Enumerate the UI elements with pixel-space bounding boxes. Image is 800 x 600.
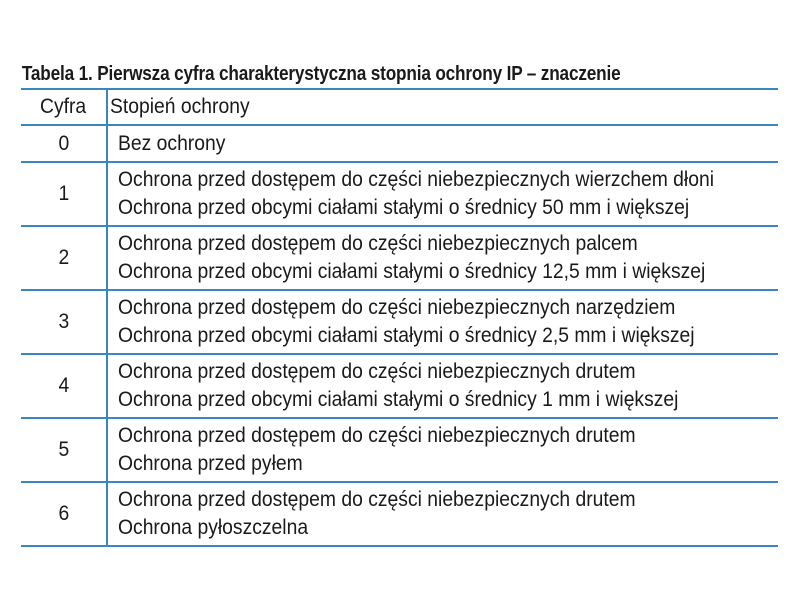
header-digit: Cyfra <box>21 90 107 125</box>
header-protection: Stopień ochrony <box>107 90 778 125</box>
protection-cell <box>107 125 778 162</box>
table-row <box>21 354 778 418</box>
protection-table <box>21 90 778 547</box>
protection-cell <box>107 354 778 418</box>
protection-line: Ochrona przed dostępem do części niebezpiecznych wierzchem dłoni <box>118 168 715 191</box>
table-row <box>21 418 778 482</box>
protection-cell <box>107 482 778 546</box>
protection-cell <box>107 290 778 354</box>
protection-line: Ochrona przed obcymi ciałami stałymi o średnicy 50 mm i większej <box>118 196 690 219</box>
protection-line: Ochrona przed dostępem do części niebezpiecznych narzędziem <box>118 296 676 319</box>
protection-line: Ochrona przed pyłem <box>118 452 303 475</box>
digit-cell: 3 <box>21 290 107 354</box>
protection-cell <box>107 418 778 482</box>
protection-line: Ochrona przed dostępem do części niebezpiecznych drutem <box>118 488 636 511</box>
protection-cell <box>107 226 778 290</box>
protection-line: Ochrona pyłoszczelna <box>118 516 309 539</box>
protection-line: Bez ochrony <box>118 131 226 155</box>
protection-line: Ochrona przed dostępem do części niebezpiecznych drutem <box>118 360 636 383</box>
digit-cell: 0 <box>21 125 107 162</box>
digit-cell: 2 <box>21 226 107 290</box>
table-row <box>21 125 778 162</box>
ip-protection-table <box>21 61 778 547</box>
protection-cell <box>107 162 778 226</box>
digit-cell: 6 <box>21 482 107 546</box>
digit-cell: 1 <box>21 162 107 226</box>
protection-line: Ochrona przed obcymi ciałami stałymi o średnicy 1 mm i większej <box>118 388 679 411</box>
protection-line: Ochrona przed dostępem do części niebezpiecznych palcem <box>118 232 638 255</box>
table-row <box>21 162 778 226</box>
table-row <box>21 290 778 354</box>
digit-cell: 4 <box>21 354 107 418</box>
digit-cell: 5 <box>21 418 107 482</box>
header-row <box>21 90 778 125</box>
table-title: Tabela 1. Pierwsza cyfra charakterystyczna stopnia ochrony IP – znaczenie <box>21 63 621 85</box>
table-row <box>21 226 778 290</box>
protection-line: Ochrona przed dostępem do części niebezpiecznych drutem <box>118 424 636 447</box>
table-row <box>21 482 778 546</box>
protection-line: Ochrona przed obcymi ciałami stałymi o średnicy 12,5 mm i większej <box>118 260 706 283</box>
protection-line: Ochrona przed obcymi ciałami stałymi o średnicy 2,5 mm i większej <box>118 324 695 347</box>
